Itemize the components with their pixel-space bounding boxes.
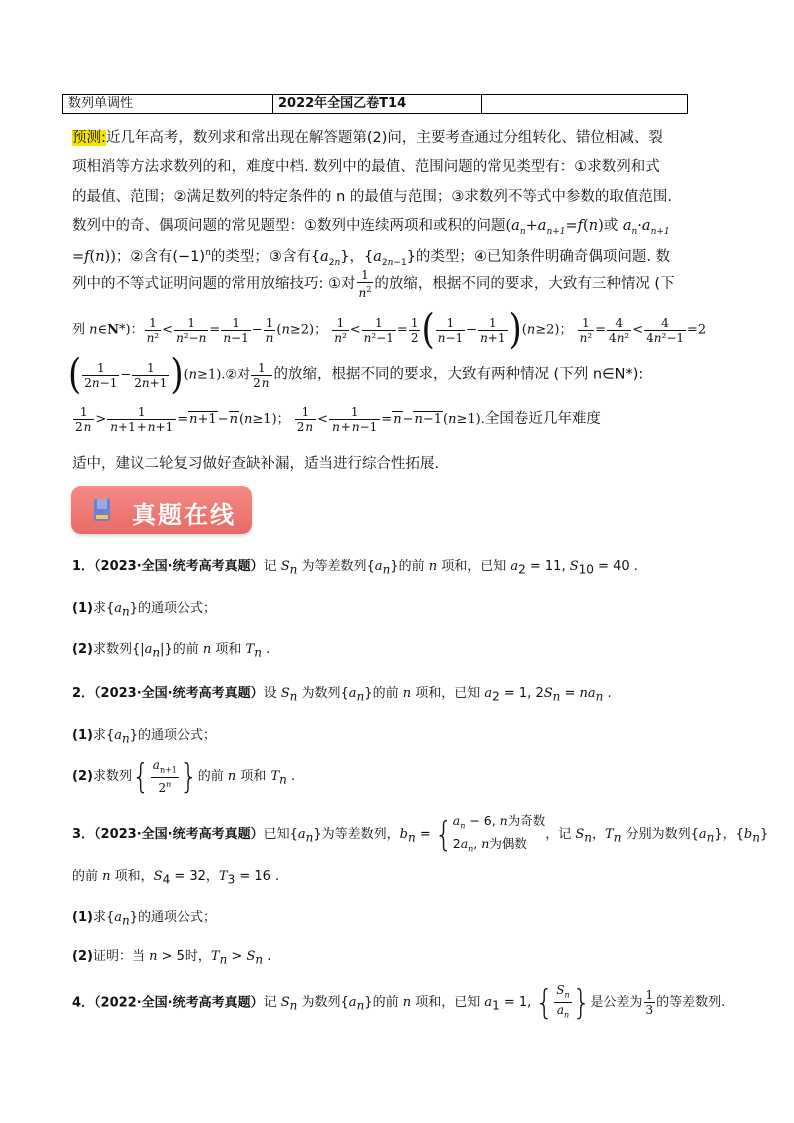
- question-2-part-2: (2)求数列{ $\frac{a_{n+1}}{2^n}$ }的前 n 项和 $T_n$ .: [72, 756, 296, 796]
- question-3: 3．（2023·全国·统考高考真题）已知$\{a_n\}$为等差数列，$b_n = \{a_n - 6$, n为奇数 $2a_n$, n为偶数，记 $S_n$，$T_n$ 分别为数列$\{a_n\}$，$\{b_n\}$: [72, 813, 769, 854]
- banner-title: 真题在线: [132, 501, 236, 529]
- section-banner: [71, 486, 252, 534]
- forecast-line-7: 列 n∈N*)： $\frac{1}{\text{n²}}$ < $\frac{1}{\text{n²−n}}$ = $\frac{1}{n-1}$ − $\frac{1}{n}$ (n≥2)； $\frac{1}{\text{n²}}$ < $\frac{1}{\text{n²−1}}$ = $\frac{1}{2}$ ( $\frac{1}{n-1}$ − $\frac{1}{n+1}$ )(n≥2)； $\frac{1}{\text{n²}}$ = $\frac{4}{\text{4n²}}$ < $\frac{4}{\text{4n²−1}}$ =2: [72, 306, 707, 354]
- forecast-line-9: $\frac{1}{2n}$ > $\frac{1}{n+1+n+1}$ =n+1−n(n≥1)； $\frac{1}{2n}$ < $\frac{1}{n+n-1}$ =n−n−1(n≥1).全国卷近几年难度: [75, 405, 601, 434]
- question-2: 2．（2023·全国·统考高考真题）设 $S_n$ 为数列$\{a_n\}$的前 n 项和，已知 $a_2 = 1$, $2S_n = na_n$ .: [72, 686, 612, 704]
- empty-cell: [482, 95, 687, 113]
- header-table: [62, 94, 688, 114]
- forecast-line-2: 项相消等方法求数列的和，难度中档. 数列中的最值、范围问题的常见类型有：①求数列和式: [72, 159, 660, 175]
- forecast-tag: 预测:: [72, 130, 106, 146]
- question-1-part-2: (2)求数列$\{|a_n|\}$的前 n 项和 $T_n$ .: [72, 642, 271, 660]
- forecast-line-10: 适中，建议二轮复习做好查缺补漏，适当进行综合性拓展.: [72, 456, 440, 472]
- forecast-line-1: 预测:近几年高考，数列求和常出现在解答题第(2)问，主要考查通过分组转化、错位相减、裂: [72, 130, 663, 146]
- question-1: 1．（2023·全国·统考高考真题）记 $S_n$ 为等差数列$\{a_n\}$的前 n 项和，已知 $a_2 = 11$, $S_{10} = 40$ .: [72, 559, 638, 577]
- book-icon: [93, 498, 111, 522]
- forecast-line-4: 数列中的奇、偶项问题的常见题型：①数列中连续两项和或积的问题($a_n+a_{n+1}=f(n)$或 $a_n\cdot a_{n+1}$: [72, 218, 670, 237]
- forecast-line-6: 列中的不等式证明问题的常用放缩技巧: ①对 $\frac{1}{n^2}$ 的放缩，根据不同的要求，大致有三种情况 (下: [72, 268, 675, 300]
- source-cell: 2022年全国乙卷T14: [273, 95, 482, 113]
- question-3-part-2: (2)证明：当 n > 5时，$T_n > S_n$ .: [72, 949, 272, 967]
- question-4: 4．（2022·全国·统考高考真题）记 $S_n$ 为数列$\{a_n\}$的前 n 项和，已知 $a_1 = 1$, { $\frac{S_n}{a_n}$ }是公差为 $\frac{1}{3}$ 的等差数列.: [72, 982, 726, 1023]
- question-2-part-1: (1)求$\{a_n\}$的通项公式；: [72, 728, 216, 746]
- forecast-line-5: =f(n))；②含有$(-1)^n$的类型；③含有$\{a_{2n}\}$，$\{a_{2n-1}\}$的类型；④已知条件明确奇偶项问题. 数: [72, 248, 671, 268]
- topic-cell: 数列单调性: [63, 95, 273, 113]
- question-3-part-1: (1)求$\{a_n\}$的通项公式；: [72, 910, 216, 928]
- question-1-part-1: (1)求$\{a_n\}$的通项公式；: [72, 601, 216, 619]
- forecast-line-3: 的最值、范围；②满足数列的特定条件的 n 的最值与范围；③求数列不等式中参数的取值范围.: [72, 189, 673, 205]
- forecast-line-8: ( $\frac{1}{2n-1}$ − $\frac{1}{2n+1}$ )(n≥1).②对 $\frac{1}{2n}$ 的放缩，根据不同的要求，大致有两种情况 (下列 n∈N*):: [68, 351, 644, 399]
- question-3-cont: 的前 n 项和，$S_4 = 32$，$T_3 = 16$ .: [72, 869, 280, 887]
